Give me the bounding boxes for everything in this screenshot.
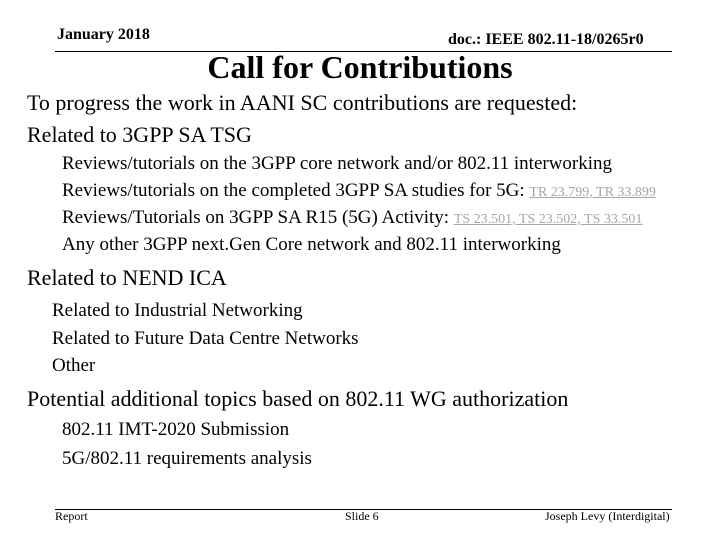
list-item: Any other 3GPP next.Gen Core network and 802.11 interworking (62, 234, 561, 255)
section-heading-potential: Potential additional topics based on 802.11 WG authorization (27, 386, 569, 411)
list-item-text: Reviews/Tutorials on 3GPP SA R15 (5G) Activity: (62, 207, 454, 228)
footer-left: Report (55, 509, 88, 523)
footer-author: Joseph Levy (Interdigital) (545, 509, 670, 523)
list-item: Other (52, 355, 96, 376)
list-item: Related to Future Data Centre Networks (52, 328, 359, 349)
section-heading-3gpp: Related to 3GPP SA TSG (27, 122, 252, 147)
list-item: Related to Industrial Networking (52, 300, 303, 321)
list-item-text: Reviews/tutorials on the completed 3GPP SA studies for 5G: (62, 180, 530, 201)
footer-slide-number: Slide 6 (345, 509, 379, 523)
section-heading-nend: Related to NEND ICA (27, 265, 227, 290)
link-tr-23799[interactable]: TR 23.799 (529, 185, 590, 200)
list-item (62, 207, 642, 229)
list-item: 5G/802.11 requirements analysis (62, 448, 312, 469)
list-item: 802.11 IMT-2020 Submission (62, 419, 290, 440)
slide-title: Call for Contributions (207, 49, 513, 85)
link-ts-23501-23502-33501[interactable]: TS 23.501, TS 23.502, TS 33.501 (453, 212, 643, 227)
list-item (62, 180, 656, 202)
list-item: Reviews/tutorials on the 3GPP core network and/or 802.11 interworking (62, 153, 613, 174)
header-doc-id: doc.: IEEE 802.11-18/0265r0 (448, 31, 644, 48)
intro-text: To progress the work in AANI SC contributions are requested: (27, 90, 578, 115)
link-separator: , (589, 185, 597, 200)
link-tr-33899[interactable]: TR 33.899 (596, 185, 656, 200)
header-date: January 2018 (57, 26, 150, 43)
